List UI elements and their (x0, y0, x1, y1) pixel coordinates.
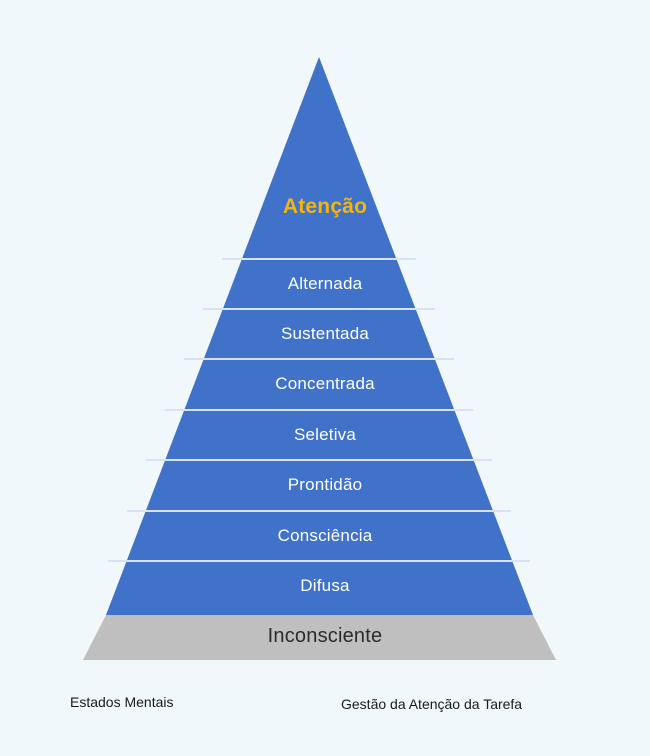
footer-label-right: Gestão da Atenção da Tarefa (341, 696, 523, 712)
pyramid-layer-seletiva: Seletiva (293, 425, 357, 444)
pyramid-layer-concentrada: Concentrada (275, 374, 375, 393)
pyramid-layer-alternada: Alternada (287, 274, 363, 293)
pyramid-layer-sustentada: Sustentada (280, 324, 369, 343)
pyramid-layer-prontidao: Prontidão (287, 475, 363, 494)
pyramid-layer-inconsciente: Inconsciente (267, 625, 383, 647)
pyramid-body (106, 57, 533, 615)
pyramid-layer-consciencia: Consciência (277, 526, 373, 545)
pyramid-layer-difusa: Difusa (300, 576, 350, 595)
pyramid-base-block (83, 615, 556, 660)
pyramid-layer-atencao: Atenção (282, 195, 368, 218)
footer-label-left: Estados Mentais (70, 694, 174, 710)
